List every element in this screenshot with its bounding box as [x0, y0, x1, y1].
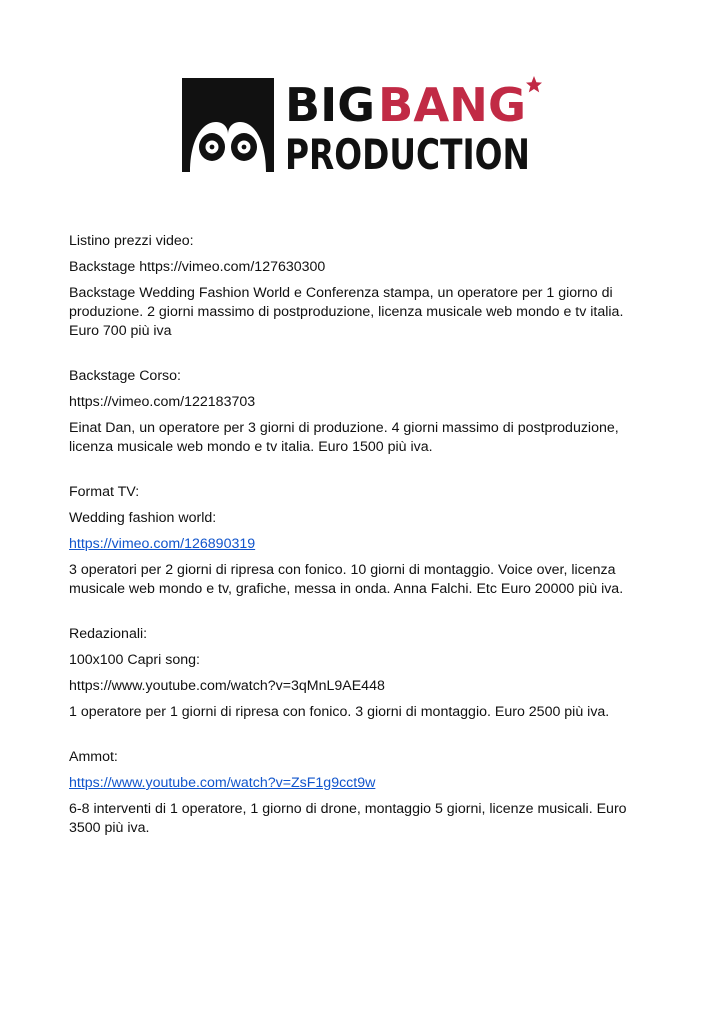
- logo-word-big: BIG: [285, 78, 375, 132]
- corso-url-line: [69, 393, 656, 412]
- format-tv-description: 3 operatori per 2 giorni di ripresa con fonico. 10 giorni di montaggio. Voice over, licenza musicale web mondo e tv, grafiche, messa in onda. Anna Falchi. Etc Euro 20000 più iva.: [69, 562, 624, 597]
- price-list-title: Listino prezzi video:: [69, 233, 194, 249]
- backstage-line: Backstage https://vimeo.com/127630300: [69, 259, 326, 275]
- redazionali-subheading: 100x100 Capri song:: [69, 652, 200, 668]
- section-spacer: [69, 729, 656, 748]
- ammot-url-line: [69, 774, 656, 793]
- corso-heading: Backstage Corso:: [69, 368, 181, 384]
- ammot-description: 6-8 interventi di 1 operatore, 1 giorno di drone, montaggio 5 giorni, licenze musicali. Euro 3500 più iva.: [69, 801, 627, 836]
- redazionali-description: 1 operatore per 1 giorni di ripresa con fonico. 3 giorni di montaggio. Euro 2500 più iva.: [69, 704, 610, 720]
- logo-word-production: PRODUCTION: [285, 130, 530, 179]
- price-list-body: [69, 232, 656, 845]
- corso-url-link[interactable]: https://vimeo.com/122183703: [69, 394, 256, 410]
- section-spacer: [69, 606, 656, 625]
- ammot-url-link[interactable]: https://www.youtube.com/watch?v=ZsF1g9cct9w: [69, 775, 376, 791]
- bigbang-production-logo: [182, 72, 542, 179]
- logo-word-bang: BANG: [378, 78, 526, 132]
- format-tv-url-link[interactable]: https://vimeo.com/126890319: [69, 536, 256, 552]
- owl-eyes-logo-icon: [182, 78, 274, 172]
- format-tv-heading: Format TV:: [69, 484, 140, 500]
- format-tv-subheading: Wedding fashion world:: [69, 510, 217, 526]
- star-icon: [526, 76, 542, 92]
- section-spacer: [69, 464, 656, 483]
- ammot-heading: Ammot:: [69, 749, 118, 765]
- corso-description: Einat Dan, un operatore per 3 giorni di produzione. 4 giorni massimo di postproduzione, licenza musicale web mondo e tv italia. Euro 1500 più iva.: [69, 420, 619, 455]
- redazionali-url-link[interactable]: https://www.youtube.com/watch?v=3qMnL9AE448: [69, 678, 385, 694]
- backstage-description: Backstage Wedding Fashion World e Conferenza stampa, un operatore per 1 giorno di produzione. 2 giorni massimo di postproduzione, licenza musicale web mondo e tv italia. Euro 700 più iva: [69, 285, 624, 339]
- redazionali-heading: Redazionali:: [69, 626, 148, 642]
- section-spacer: [69, 348, 656, 367]
- format-tv-url-line: [69, 535, 656, 554]
- redazionali-url-line: [69, 677, 656, 696]
